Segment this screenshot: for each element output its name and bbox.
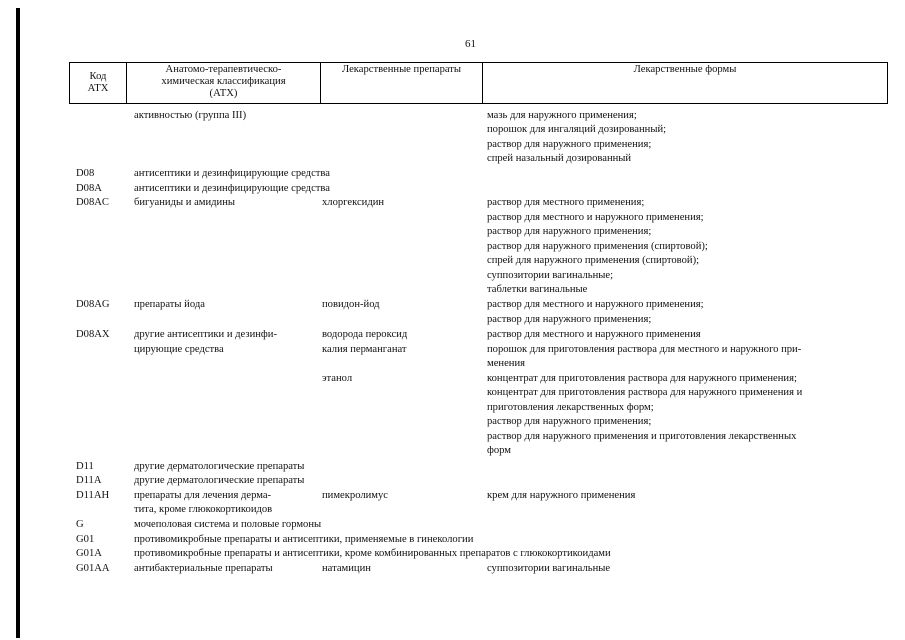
- dosage-form: концентрат для приготовления раствора для наружного применения и: [487, 387, 803, 398]
- header-atc-line: химическая классификация: [161, 76, 286, 87]
- atc-code: D11AH: [76, 490, 110, 501]
- header-code-line: АТХ: [87, 83, 109, 94]
- atc-code: D08: [76, 168, 95, 179]
- atc-code: D08AG: [76, 299, 110, 310]
- dosage-form: раствор для местного и наружного применения;: [487, 212, 704, 223]
- atc-name: антисептики и дезинфицирующие средства: [134, 168, 330, 179]
- drug-name: хлоргексидин: [322, 197, 385, 208]
- dosage-form: приготовления лекарственных форм;: [487, 402, 654, 413]
- page-number: 61: [465, 38, 476, 50]
- dosage-form: порошок для ингаляций дозированный;: [487, 124, 667, 135]
- header-forms-label: Лекарственные формы: [633, 64, 737, 75]
- atc-code: G: [76, 519, 84, 530]
- atc-name: препараты йода: [134, 299, 205, 310]
- header-drugs-label: Лекарственные препараты: [341, 64, 462, 75]
- atc-name: бигуаниды и амидины: [134, 197, 235, 208]
- atc-name: антибактериальные препараты: [134, 563, 273, 574]
- header-drugs-cell: [320, 62, 483, 104]
- dosage-form: концентрат для приготовления раствора для наружного применения;: [487, 373, 797, 384]
- atc-code: G01AA: [76, 563, 110, 574]
- atc-name: антисептики и дезинфицирующие средства: [134, 183, 330, 194]
- atc-name: активностью (группа III): [134, 110, 247, 121]
- atc-code: D11A: [76, 475, 102, 486]
- drug-name: пимекролимус: [322, 490, 389, 501]
- drug-name: калия перманганат: [322, 344, 407, 355]
- atc-name: противомикробные препараты и антисептики, применяемые в гинекологии: [134, 534, 474, 545]
- atc-name: цирующие средства: [134, 344, 224, 355]
- atc-name: другие антисептики и дезинфи-: [134, 329, 277, 340]
- header-atc-cell: [126, 62, 321, 104]
- dosage-form: суппозитории вагинальные;: [487, 270, 614, 281]
- atc-code: G01A: [76, 548, 102, 559]
- header-atc-line: (АТХ): [209, 88, 238, 99]
- dosage-form: раствор для местного и наружного применения: [487, 329, 701, 340]
- binder-edge: [16, 8, 20, 638]
- dosage-form: раствор для наружного применения;: [487, 314, 652, 325]
- dosage-form: раствор для наружного применения;: [487, 226, 652, 237]
- dosage-form: раствор для местного и наружного применения;: [487, 299, 704, 310]
- drug-name: повидон-йод: [322, 299, 380, 310]
- atc-name: противомикробные препараты и антисептики, кроме комбинированных препаратов с глюкокортикоидами: [134, 548, 611, 559]
- dosage-form: раствор для наружного применения (спиртовой);: [487, 241, 708, 252]
- dosage-form: порошок для приготовления раствора для местного и наружного при-: [487, 344, 802, 355]
- header-code-line: Код: [89, 71, 107, 82]
- atc-code: D08AX: [76, 329, 110, 340]
- header-forms-cell: [482, 62, 888, 104]
- dosage-form: раствор для наружного применения и приготовления лекарственных: [487, 431, 797, 442]
- atc-name: другие дерматологические препараты: [134, 461, 305, 472]
- dosage-form: таблетки вагинальные: [487, 284, 588, 295]
- atc-code: D08A: [76, 183, 102, 194]
- header-code-cell: [69, 62, 127, 104]
- dosage-form: форм: [487, 445, 512, 456]
- dosage-form: раствор для местного применения;: [487, 197, 645, 208]
- dosage-form: раствор для наружного применения;: [487, 416, 652, 427]
- dosage-form: спрей для наружного применения (спиртовой);: [487, 255, 700, 266]
- drug-name: этанол: [322, 373, 353, 384]
- dosage-form: менения: [487, 358, 525, 369]
- dosage-form: суппозитории вагинальные: [487, 563, 611, 574]
- atc-code: G01: [76, 534, 95, 545]
- header-atc-line: Анатомо-терапевтическо-: [165, 64, 282, 75]
- atc-code: D11: [76, 461, 94, 472]
- drug-name: натамицин: [322, 563, 371, 574]
- dosage-form: мазь для наружного применения;: [487, 110, 637, 121]
- dosage-form: крем для наружного применения: [487, 490, 636, 501]
- atc-code: D08AC: [76, 197, 109, 208]
- drug-name: водорода пероксид: [322, 329, 408, 340]
- atc-name: другие дерматологические препараты: [134, 475, 305, 486]
- atc-name: тита, кроме глюкокортикоидов: [134, 504, 273, 515]
- dosage-form: спрей назальный дозированный: [487, 153, 632, 164]
- atc-name: мочеполовая система и половые гормоны: [134, 519, 322, 530]
- dosage-form: раствор для наружного применения;: [487, 139, 652, 150]
- atc-name: препараты для лечения дерма-: [134, 490, 272, 501]
